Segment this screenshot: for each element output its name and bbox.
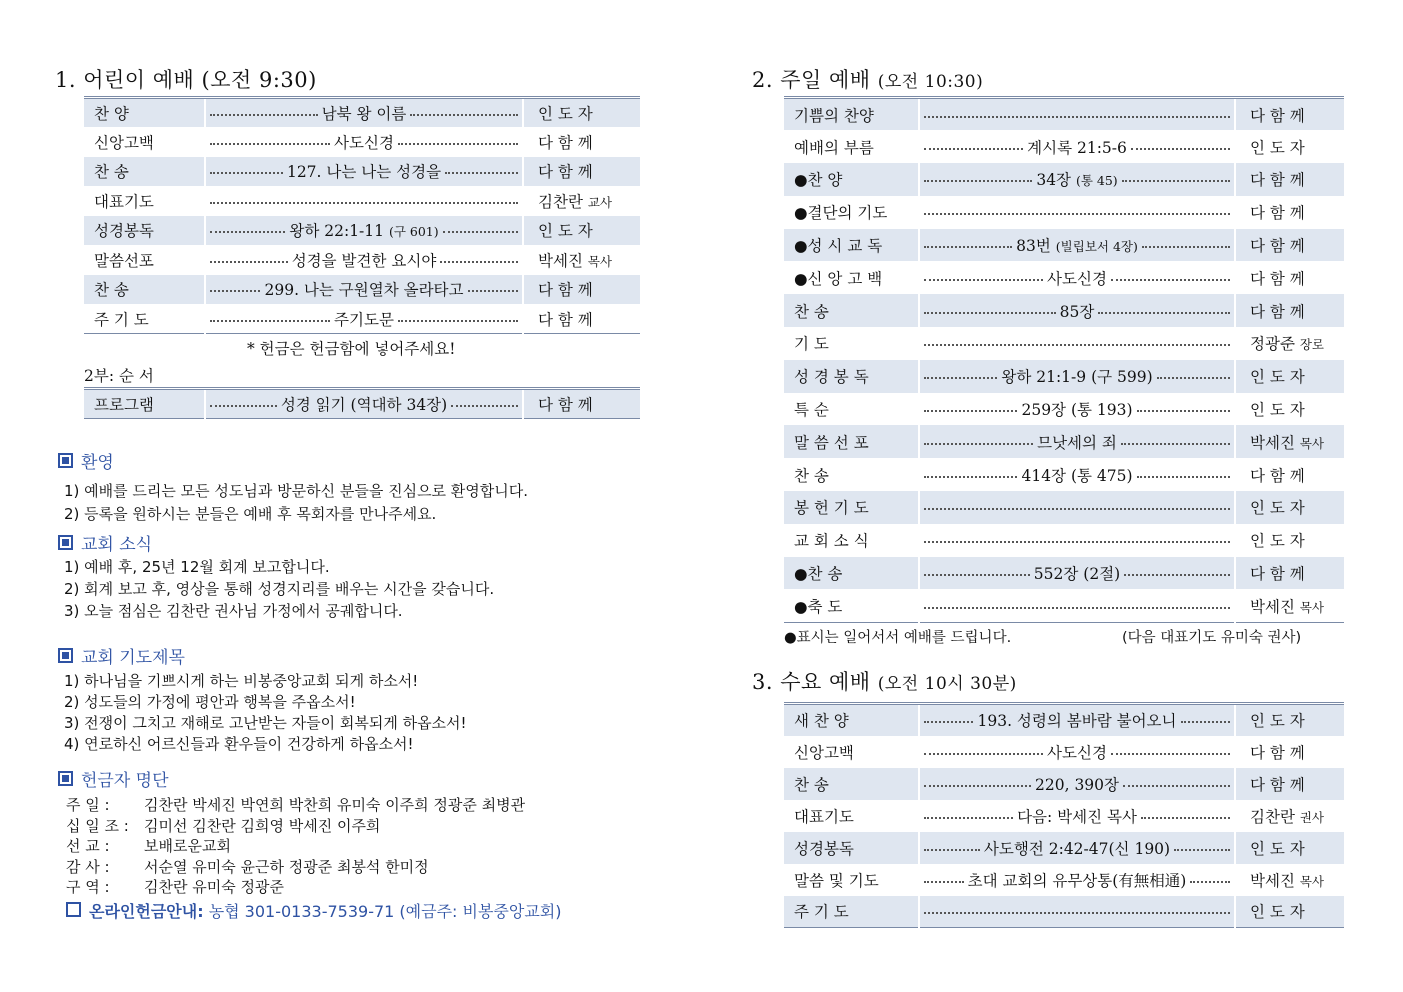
donor-row: 구 역 : 김찬란 유미숙 정광준 [66, 878, 284, 896]
leader-dots [924, 312, 1056, 314]
order-row [784, 589, 1344, 622]
order-item-detail [920, 112, 1234, 118]
order-item-leader: 다 함 께 [538, 133, 593, 152]
next-prayer-note: (다음 대표기도 유미숙 권사) [1122, 630, 1302, 646]
leader-dots [1174, 849, 1230, 851]
section3-number: 3. [752, 670, 774, 694]
order-item-leader: 다 함 께 [538, 281, 593, 300]
order-row [784, 360, 1344, 393]
leader-dots [924, 476, 1017, 478]
order-row [784, 736, 1344, 768]
order-item-leader: 인 도 자 [1250, 903, 1305, 922]
order-item-detail: 왕하 21:1-9 (구 599) [920, 365, 1234, 387]
order-item-label: 특 순 [794, 401, 829, 420]
order-item-label: 신앙고백 [794, 743, 854, 762]
section2-title [752, 64, 983, 94]
section1-name: 어린이 예배 [83, 68, 195, 92]
leader-dots [924, 246, 1012, 248]
news-heading [58, 530, 152, 555]
leader-dots [924, 213, 1230, 215]
order-item-detail [206, 198, 522, 204]
order-item-label: 대표기도 [94, 192, 154, 211]
leader-dots [210, 202, 518, 204]
order-item-label: ●결단의 기도 [794, 204, 888, 223]
order-item-label: 성 경 봉 독 [794, 368, 869, 387]
order-item-leader: 다 함 께 [1250, 565, 1305, 584]
order-row [84, 98, 640, 128]
prayer-line-2: 2) 성도들의 가정에 평안과 행복을 주옵소서! [64, 693, 356, 711]
order-item-detail [920, 209, 1234, 215]
order-row [784, 261, 1344, 294]
part2-heading: 2부: 순 서 [84, 367, 154, 385]
welcome-line-1: 1) 예배를 드리는 모든 성도님과 방문하신 분들을 진심으로 환영합니다. [64, 482, 529, 500]
order-item-label: ●찬 송 [794, 565, 843, 584]
donor-row: 감 사 : 서순열 유미숙 윤근하 정광준 최봉석 한미정 [66, 858, 429, 876]
order-item-leader: 다 함 께 [538, 396, 593, 414]
leader-dots [924, 849, 980, 851]
order-row [84, 127, 640, 157]
order-item-detail: 299. 나는 구원열차 올라타고 [206, 278, 522, 300]
order-item-leader: 인 도 자 [1250, 138, 1305, 157]
order-item-label: 새 찬 양 [794, 712, 849, 731]
leader-dots [210, 231, 285, 233]
order-item-detail: 성경을 발견한 요시야 [206, 249, 522, 271]
leader-dots [1123, 785, 1230, 787]
order-item-detail [920, 504, 1234, 510]
order-item-leader: 다 함 께 [1250, 302, 1305, 321]
order-item-label: ●찬 양 [794, 171, 843, 190]
square-bullet-icon [58, 771, 73, 786]
leader-dots [210, 405, 277, 407]
leader-dots [924, 377, 997, 379]
order-item-leader: 정광준 [1250, 335, 1295, 354]
order-item-label: 찬 양 [94, 105, 129, 123]
section2-number: 2. [752, 68, 774, 92]
order-item-label: 기 도 [794, 335, 829, 354]
leader-dots [924, 148, 1023, 150]
order-row [784, 163, 1344, 196]
order-item-leader: 다 함 께 [1250, 466, 1305, 485]
leader-dots [398, 143, 518, 145]
order-item-label: 주 기 도 [94, 310, 149, 329]
leader-dots [1190, 881, 1230, 883]
order-item-leader: 다 함 께 [538, 310, 593, 329]
order-item-leader-title: 목사 [1299, 873, 1325, 889]
section3-title [752, 666, 1017, 696]
leader-dots [1141, 817, 1230, 819]
order-item-leader: 박세진 [1250, 871, 1295, 890]
leader-dots [451, 405, 518, 407]
prayer-line-4: 4) 연로하신 어르신들과 환우들이 건강하게 하옵소서! [64, 735, 414, 753]
order-item-leader: 다 함 께 [1250, 106, 1305, 125]
prayer-line-1: 1) 하나님을 기쁘시게 하는 비봉중앙교회 되게 하소서! [64, 672, 419, 690]
order-item-label: ●성 시 교 독 [794, 237, 883, 256]
donors-title: 헌금자 명단 [81, 771, 169, 791]
order-row [84, 304, 640, 334]
square-bullet-icon [66, 902, 81, 917]
leader-dots [1157, 377, 1230, 379]
order-row [84, 157, 640, 187]
order-item-label: ●축 도 [794, 597, 843, 616]
leader-dots [1131, 148, 1230, 150]
order-item-leader: 다 함 께 [1250, 743, 1305, 762]
order-item-label: ●신 앙 고 백 [794, 269, 883, 288]
section1-number: 1. [55, 68, 77, 92]
sunday-service-order-table [784, 96, 1344, 623]
leader-dots [210, 320, 330, 322]
leader-dots [924, 574, 1030, 576]
order-item-detail: 34장 (통 45) [920, 168, 1234, 190]
order-row [784, 557, 1344, 590]
leader-dots [924, 116, 1230, 118]
order-row [784, 704, 1344, 736]
leader-dots [1111, 279, 1230, 281]
leader-dots [924, 753, 1043, 755]
order-item-detail: 220, 390장 [920, 773, 1234, 795]
order-item-detail: 주기도문 [206, 308, 522, 330]
order-row [784, 425, 1344, 458]
order-item-detail: 므낫세의 죄 [920, 431, 1234, 453]
order-item-label: 프로그램 [94, 396, 154, 414]
section3-name: 수요 예배 [780, 670, 871, 694]
leader-dots [445, 172, 518, 174]
order-row [784, 832, 1344, 864]
online-offering-label: 온라인헌금안내: [89, 902, 204, 921]
leader-dots [924, 410, 1017, 412]
leader-dots [1121, 443, 1230, 445]
order-item-leader-title: 목사 [587, 253, 613, 269]
order-row [84, 216, 640, 246]
children-service-order-table [84, 96, 640, 334]
order-item-leader: 다 함 께 [1250, 775, 1305, 794]
leader-dots [924, 881, 964, 883]
order-row [784, 196, 1344, 229]
order-item-detail: 414장 (통 475) [920, 464, 1234, 486]
order-item-detail: 259장 (통 193) [920, 398, 1234, 420]
order-item-detail [920, 908, 1234, 914]
order-item-leader-title: 권사 [1299, 809, 1325, 825]
section2-time: (오전 10:30) [877, 72, 984, 92]
leader-dots [924, 180, 1032, 182]
order-item-detail [920, 603, 1234, 609]
order-item-detail: 사도행전 2:42-47(신 190) [920, 837, 1234, 859]
leader-dots [210, 290, 260, 292]
news-line-3: 3) 오늘 점심은 김찬란 권사님 가정에서 공궤합니다. [64, 602, 403, 620]
donor-row: 십 일 조 : 김미선 김찬란 김희영 박세진 이주희 [66, 817, 381, 835]
order-item-leader: 박세진 [1250, 433, 1295, 452]
prayer-heading [58, 643, 185, 668]
order-row [84, 186, 640, 216]
order-item-leader: 인 도 자 [1250, 712, 1305, 731]
news-title: 교회 소식 [81, 535, 153, 555]
order-item-label: 찬 송 [94, 163, 129, 182]
order-item-detail: 사도신경 [920, 741, 1234, 763]
leader-dots [410, 114, 518, 116]
leader-dots [440, 261, 518, 263]
prayer-line-3: 3) 전쟁이 그치고 재해로 고난받는 자들이 회복되게 하옵소서! [64, 714, 467, 732]
leader-dots [398, 320, 518, 322]
order-item-detail: 193. 성령의 봄바람 불어오니 [920, 709, 1234, 731]
leader-dots [924, 344, 1230, 346]
order-item-detail: 85장 [920, 300, 1234, 322]
order-item-label: 찬 송 [94, 281, 129, 300]
order-item-leader: 인 도 자 [538, 222, 593, 241]
section2-name: 주일 예배 [780, 68, 871, 92]
leader-dots [1137, 476, 1230, 478]
order-row [84, 245, 640, 275]
news-line-2: 2) 회계 보고 후, 영상을 통해 성경지리를 배우는 시간을 갖습니다. [64, 580, 495, 598]
order-item-detail: 83번 (빌립보서 4장) [920, 234, 1234, 256]
order-item-leader: 다 함 께 [1250, 171, 1305, 190]
order-item-leader: 인 도 자 [538, 105, 593, 123]
order-item-leader: 김찬란 [538, 192, 583, 211]
news-line-1: 1) 예배 후, 25년 12월 회계 보고합니다. [64, 558, 330, 576]
order-item-leader: 인 도 자 [1250, 532, 1305, 551]
leader-dots [924, 912, 1230, 914]
order-row [784, 864, 1344, 896]
welcome-heading [58, 448, 114, 473]
leader-dots [924, 279, 1043, 281]
leader-dots [1098, 312, 1230, 314]
order-item-leader: 인 도 자 [1250, 499, 1305, 518]
order-row [784, 294, 1344, 327]
order-row [784, 491, 1344, 524]
order-row [84, 389, 640, 419]
prayer-title: 교회 기도제목 [81, 648, 185, 668]
order-item-label: 찬 송 [794, 775, 829, 794]
leader-dots [443, 231, 518, 233]
square-bullet-icon [58, 648, 73, 663]
order-item-leader-title: 장로 [1299, 337, 1325, 353]
online-offering-info [66, 899, 562, 922]
order-item-detail [920, 340, 1234, 346]
leader-dots [210, 143, 330, 145]
square-bullet-icon [58, 535, 73, 550]
order-row [784, 524, 1344, 557]
order-item-leader: 인 도 자 [1250, 839, 1305, 858]
order-item-detail: 다음: 박세진 목사 [920, 805, 1234, 827]
leader-dots [210, 261, 288, 263]
order-item-detail: 남북 왕 이름 [206, 102, 522, 124]
leader-dots [1124, 574, 1230, 576]
order-item-detail: 사도신경 [206, 131, 522, 153]
order-item-label: 신앙고백 [94, 133, 154, 152]
leader-dots [924, 721, 973, 723]
order-item-detail: 왕하 22:1-11 (구 601) [206, 219, 522, 241]
order-item-label: 대표기도 [794, 807, 854, 826]
order-item-leader: 다 함 께 [538, 163, 593, 182]
order-item-detail: 127. 나는 나는 성경을 [206, 160, 522, 182]
donor-row: 선 교 : 보배로운교회 [66, 837, 231, 855]
order-item-leader-title: 목사 [1299, 435, 1325, 451]
order-item-label: 찬 송 [794, 302, 829, 321]
order-row [84, 275, 640, 305]
order-row [784, 800, 1344, 832]
leader-dots [924, 541, 1230, 543]
wednesday-service-order-table [784, 702, 1344, 928]
order-item-leader: 다 함 께 [1250, 237, 1305, 256]
order-row [784, 327, 1344, 360]
leader-dots [1137, 410, 1230, 412]
leader-dots [1142, 246, 1230, 248]
leader-dots [210, 114, 318, 116]
leader-dots [468, 290, 518, 292]
order-item-detail [920, 537, 1234, 543]
square-bullet-icon [58, 453, 73, 468]
order-row [784, 130, 1344, 163]
leader-dots [924, 443, 1033, 445]
order-row [784, 229, 1344, 262]
order-item-leader: 인 도 자 [1250, 401, 1305, 420]
order-item-label: 말씀 및 기도 [794, 871, 879, 890]
order-item-label: 성경봉독 [94, 222, 154, 241]
order-item-detail: 성경 읽기 (역대하 34장) [206, 393, 522, 415]
order-item-leader: 김찬란 [1250, 807, 1295, 826]
order-item-label: 성경봉독 [794, 839, 854, 858]
order-item-label: 말 씀 선 포 [794, 433, 869, 452]
part2-program-table [84, 387, 640, 419]
online-offering-account: 농협 301-0133-7539-71 (예금주: 비봉중앙교회) [208, 902, 562, 921]
welcome-title: 환영 [81, 453, 114, 473]
order-row [784, 98, 1344, 131]
leader-dots [924, 607, 1230, 609]
order-item-label: 예배의 부름 [794, 138, 874, 157]
order-item-label: 주 기 도 [794, 903, 849, 922]
donors-heading [58, 766, 169, 791]
order-item-leader: 인 도 자 [1250, 368, 1305, 387]
order-row [784, 896, 1344, 928]
leader-dots [210, 172, 283, 174]
section1-title [55, 64, 317, 94]
welcome-line-2: 2) 등록을 원하시는 분들은 예배 후 목회자를 만나주세요. [64, 505, 437, 523]
order-item-label: 봉 헌 기 도 [794, 499, 869, 518]
leader-dots [924, 785, 1031, 787]
order-item-leader: 박세진 [1250, 597, 1295, 616]
order-item-leader: 박세진 [538, 251, 583, 270]
order-row [784, 458, 1344, 491]
donor-row: 주 일 : 김찬란 박세진 박연희 박찬희 유미숙 이주희 정광준 최병관 [66, 796, 526, 814]
order-item-leader: 다 함 께 [1250, 269, 1305, 288]
order-item-detail: 552장 (2절) [920, 562, 1234, 584]
order-item-leader-title: 목사 [1299, 599, 1325, 615]
order-item-label: 교 회 소 식 [794, 532, 869, 551]
order-item-label: 찬 송 [794, 466, 829, 485]
order-item-detail: 계시록 21:5-6 [920, 136, 1234, 158]
section1-time: (오전 9:30) [201, 68, 317, 92]
order-item-label: 기쁨의 찬양 [794, 106, 874, 125]
leader-dots [924, 817, 1013, 819]
order-row [784, 393, 1344, 426]
order-item-label: 말씀선포 [94, 251, 154, 270]
standing-note: ●표시는 일어서서 예배를 드립니다. [784, 630, 1012, 646]
order-item-leader-title: 교사 [587, 194, 613, 210]
order-item-leader: 다 함 께 [1250, 204, 1305, 223]
offering-note: * 헌금은 헌금함에 넣어주세요! [247, 340, 456, 358]
leader-dots [1111, 753, 1230, 755]
leader-dots [1122, 180, 1230, 182]
section3-time: (오전 10시 30분) [877, 674, 1017, 694]
order-item-detail: 사도신경 [920, 267, 1234, 289]
leader-dots [924, 508, 1230, 510]
leader-dots [1181, 721, 1230, 723]
order-row [784, 768, 1344, 800]
order-item-detail: 초대 교회의 유무상통(有無相通) [920, 869, 1234, 891]
